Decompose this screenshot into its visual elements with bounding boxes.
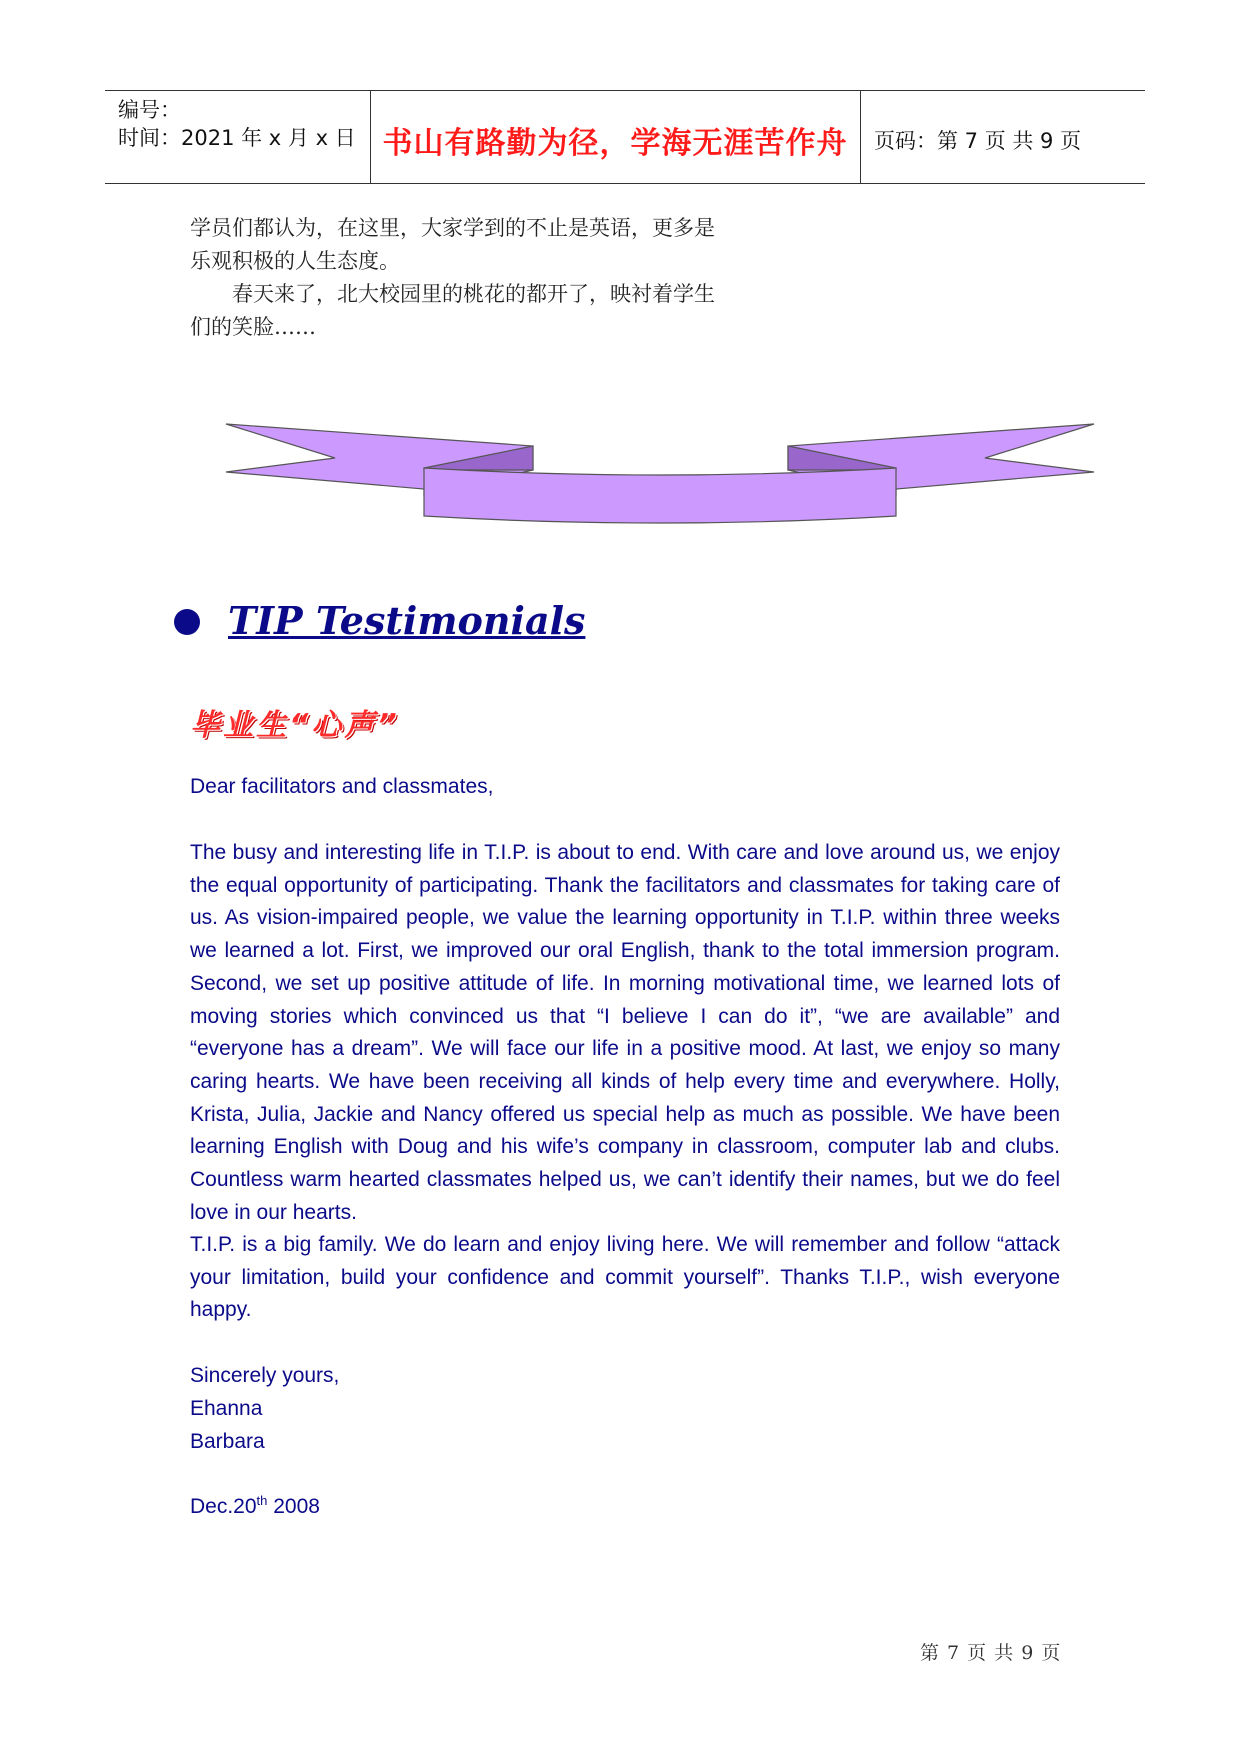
date-prefix: Dec.20 [190,1495,257,1518]
ribbon-banner [0,0,1241,560]
header-number-label: 编号： [118,98,181,122]
letter-greeting: Dear facilitators and classmates, [190,775,494,798]
letter-date [190,1491,1060,1524]
letter-body-paragraph-1: The busy and interesting life in T.I.P. is about to end. With care and love around us, we enjoy the equal opportunity of participating. Thank the facilitators and classmates for taking care of us. As vision-impaired people, we value the learning opportunity in T.I.P. within three weeks we learned a lot. First, we improved our oral English, thank to the total immersion program. Second, we set up positive attitude of life. In morning motivational time, we learned lots of moving stories which convinced us that “I believe I can do it”, “we are available” and “everyone has a dream”. We will face our life in a positive mood. At last, we enjoy so many caring hearts. We have been receiving all kinds of help every time and everywhere. Holly, Krista, Julia, Jackie and Nancy offered us special help as much as possible. We have been learning English with Doug and his wife’s company in classroom, computer lab and clubs. Countless warm hearted classmates helped us, we can’t identify their names, but we do feel love in our hearts. [190,841,1060,1224]
header-motto: 书山有路勤为径，学海无涯苦作舟 [382,126,848,161]
date-suffix: 2008 [267,1495,320,1518]
letter-closing: Sincerely yours, [190,1364,340,1387]
footer-page-number: 第 7 页 共 9 页 [920,1642,1062,1664]
header-time-label: 时间：2021 年 x 月 x 日 [118,126,356,150]
intro-paragraph-1: 学员们都认为，在这里，大家学到的不止是英语，更多是乐观积极的人生态度。 [190,216,715,273]
bullet-icon [174,609,200,635]
graduates-voice-heading: 毕业生“心声” [190,708,400,743]
date-superscript: th [256,1493,268,1508]
section-title: TIP Testimonials [228,598,586,643]
intro-paragraph-2: 春天来了，北大校园里的桃花的都开了，映衬着学生们的笑脸…… [190,282,715,339]
letter-signer-2: Barbara [190,1430,265,1453]
header-page-info: 页码：第 7 页 共 9 页 [874,129,1082,153]
letter-signer-1: Ehanna [190,1397,263,1420]
letter-body-paragraph-2: T.I.P. is a big family. We do learn and enjoy living here. We will remember and follow “attack your limitation, build your confidence and commit yourself”. Thanks T.I.P., wish everyone happy. [190,1233,1060,1322]
